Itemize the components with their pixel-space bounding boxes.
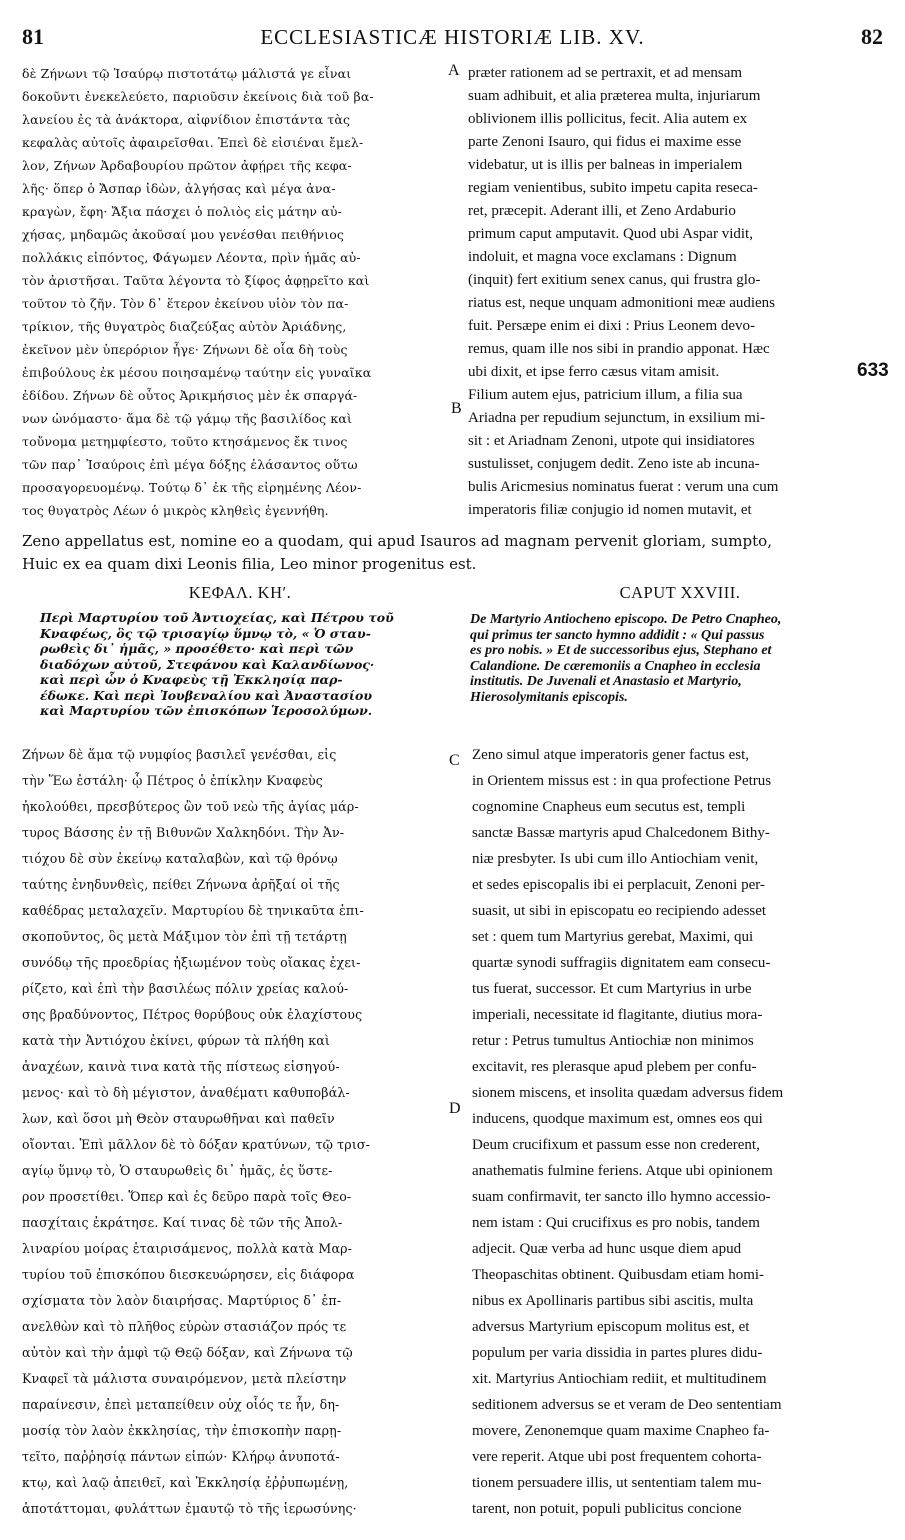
greek-text-line: λιναρίου μοίρας ἑταιρισάμενος, πολλὰ κατὰ Μαρ- xyxy=(22,1241,353,1256)
greek-text-line: σκοποῦντος, ὃς μετὰ Μάξιμον τὸν ἐπὶ τῇ τετάρτῃ xyxy=(22,929,347,944)
latin-text-line: set : quem tum Martyrius gerebat, Maximi, qui xyxy=(472,929,754,945)
latin-text-line: inducens, quodque maximum est, omnes eos qui xyxy=(472,1111,763,1127)
greek-text-line: ἀποτάττομαι, φυλάττων ἐμαυτῷ τὸ τῆς ἱερωσύνης· xyxy=(22,1501,357,1516)
latin-summary-line: Hierosolymitanis episcopis. xyxy=(470,689,628,705)
latin-text-line: indoluit, et magna voce exclamans : Dignum xyxy=(468,249,737,265)
greek-text-line: λανείου ἐς τὰ ἀνάκτορα, αἰφνίδιον ἐπιστάντα τὰς xyxy=(22,112,351,127)
greek-text-line: νων ὠνόμαστο· ἅμα δὲ τῷ γάμῳ τῆς βασιλίδος καὶ xyxy=(22,411,353,426)
greek-text-top xyxy=(22,62,448,522)
latin-text-line: suam confirmavit, ter sancto illo hymno accessio- xyxy=(472,1189,771,1205)
greek-text-line: σης βραδύνοντος, Πέτρος θορύβους οὐκ ἐλαχίστους xyxy=(22,1007,363,1022)
latin-text-body xyxy=(472,742,887,1522)
latin-text-line: sanctæ Bassæ martyris apud Chalcedonem Bithy- xyxy=(472,825,770,841)
latin-text-line: videbatur, ut is illis per balneas in imperialem xyxy=(468,157,743,173)
greek-text-line: ἐκεῖνον μὲν ὑπερόριον ἦγε· Ζήνωνι δὲ οἷα δὴ τοὺς xyxy=(22,342,348,357)
greek-text-line: πασχίταις ἐκράτησε. Καί τινας δὲ τῶν τῆς Ἀπολ- xyxy=(22,1215,343,1230)
latin-text-line: imperiali, necessitate id flagitante, diutius mora- xyxy=(472,1007,763,1023)
latin-text-line: tarent, non potuit, populi publicitus concione xyxy=(472,1501,742,1517)
latin-text-line: bulis Aricmesius nominatus fuerat : verum una cum xyxy=(468,479,779,495)
greek-text-line: δὲ Ζήνωνι τῷ Ἰσαύρῳ πιστοτάτῳ μάλιστά γε εἶναι xyxy=(22,66,352,81)
latin-text-line: primum caput amputavit. Quod ubi Aspar vidit, xyxy=(468,226,753,242)
marginal-page-number: 633 xyxy=(857,360,889,381)
greek-text-line: κατὰ τὴν Ἀντιόχου ἐκίνει, φύρων τὰ πλήθη καὶ xyxy=(22,1033,330,1048)
greek-text-line: λῆς· ὅπερ ὁ Ἄσπαρ ἰδὼν, ἀλγήσας καὶ μέγα ἀνα- xyxy=(22,181,336,196)
latin-text-line: parte Zenoni Isauro, qui fidus ei maxime esse xyxy=(468,134,742,150)
page-header xyxy=(22,24,883,56)
latin-text-top xyxy=(468,62,888,522)
greek-text-line: πολλάκις εἰπόντος, Φάγωμεν Λέοντα, πρὶν ἡμᾶς αὐ- xyxy=(22,250,361,265)
greek-text-line: τυρίου τοῦ ἐπισκόπου διεσκευώρησεν, εἰς διάφορα xyxy=(22,1267,355,1282)
latin-text-line: (inquit) fert exitium senex canus, qui frustra glo- xyxy=(468,272,761,288)
greek-text-line: τὴν Ἕω ἐστάλη· ᾧ Πέτρος ὁ ἐπίκλην Κναφεὺς xyxy=(22,773,324,788)
latin-text-line: in Orientem missus est : in qua profectione Petrus xyxy=(472,773,772,789)
latin-text-line: regiam venientibus, subito impetu capita reseca- xyxy=(468,180,758,196)
greek-text-line: λων, καὶ ὅσοι μὴ Θεὸν σταυρωθῆναι καὶ παθεῖν xyxy=(22,1111,335,1126)
latin-text-line: vere reperit. Atque ubi post frequentem cohorta- xyxy=(472,1449,762,1465)
greek-text-line: μενος· καὶ τὸ δὴ μέγιστον, ἀναθέματι καθυποβάλ- xyxy=(22,1085,350,1100)
full-width-text xyxy=(22,530,888,576)
latin-text-line: movere, Zenonemque quam maxime Cnapheo fa- xyxy=(472,1423,770,1439)
greek-text-line: τιόχου δὲ σὺν ἐκείνῳ καταλαβὼν, καὶ τῷ θρόνῳ xyxy=(22,851,338,866)
latin-summary-line: es pro nobis. » Et de successoribus ejus, Stephano et xyxy=(470,643,772,658)
latin-text-line: anathematis fulmine feriens. Atque ubi opinionem xyxy=(472,1163,773,1179)
greek-summary-line: Περὶ Μαρτυρίου τοῦ Ἀντιοχείας, καὶ Πέτρου τοῦ xyxy=(40,610,394,625)
greek-text-line: τοῦτον τὸ ζῆν. Τὸν δ᾽ ἕτερον ἐκείνου υἱὸν τὸν πα- xyxy=(22,296,349,311)
greek-text-line: τῶν παρ᾽ Ἰσαύροις ἐπὶ μέγα δόξης ἐλάσαντος οὕτω xyxy=(22,457,358,472)
margin-marker-a: A xyxy=(448,62,460,79)
greek-text-line: χήσας, μηδαμῶς ἀκοῦσαί μου γενέσθαι πειθήνιος xyxy=(22,227,345,242)
latin-text-line: suam adhibuit, et alia præterea multa, injuriarum xyxy=(468,88,761,104)
greek-text-line: λον, Ζήνων Ἀρδαβουρίου πρῶτον ἀφῄρει τῆς κεφα- xyxy=(22,158,352,173)
latin-text-line: tus fuerat, successor. Et cum Martyrius in urbe xyxy=(472,981,752,997)
latin-text-line: riatus est, neque unquam admonitioni meæ audiens xyxy=(468,295,776,311)
latin-text-line: seditionem adversus se et veram de Deo sententiam xyxy=(472,1397,782,1413)
latin-text-line: et sedes episcopalis ibi ei perplacuit, Zenoni per- xyxy=(472,877,765,893)
latin-text-line: sustulisset, conjugem dedit. Zeno iste ab incuna- xyxy=(468,456,760,472)
greek-text-line: κτῳ, καὶ λαῷ ἀπειθεῖ, καὶ Ἐκκλησίᾳ ἐῤῥυπωμένῃ, xyxy=(22,1475,349,1490)
latin-text-line: fuit. Persæpe enim ei dixi : Prius Leonem devo- xyxy=(468,318,756,334)
latin-text-line: Filium autem ejus, patricium illum, a filia sua xyxy=(468,387,743,403)
greek-text-line: τεῖτο, παῤῥησίᾳ πάντων εἰπών· Κλήρῳ ἀνυποτά- xyxy=(22,1449,340,1464)
greek-summary-line: έδωκε. Καὶ περὶ Ἰουβεναλίου καὶ Ἀναστασίου xyxy=(40,687,372,703)
greek-chapter-summary xyxy=(40,610,450,719)
greek-text-line: ανελθὼν καὶ τὸ πλῆθος εὑρὼν στασιάζον πρός τε xyxy=(22,1319,347,1334)
latin-text-line: oblivionem illis pollicitus, fecit. Alia autem ex xyxy=(468,111,748,127)
latin-text-line: quartæ synodi suffragiis dignitatem eam consecu- xyxy=(472,955,771,971)
latin-text-line: ret, præcepit. Aderant illi, et Zeno Ardaburio xyxy=(468,203,736,219)
latin-text-line: suasit, ut sibi in episcopatu eo recipiendo adesset xyxy=(472,903,767,919)
greek-text-line: οἴονται. Ἐπὶ μᾶλλον δὲ τὸ δόξαν κρατύνων, τῷ τρισ- xyxy=(22,1137,371,1152)
greek-summary-line: Κναφέως, ὃς τῷ τρισαγίῳ ὕμνῳ τὸ, « Ὁ σταυ- xyxy=(40,625,371,641)
greek-text-line: καθέδρας μεταλαχεῖν. Μαρτυρίου δὲ τηνικαῦτα ἐπι- xyxy=(22,903,364,918)
greek-text-line: προσαγορευομένῳ. Τούτῳ δ᾽ ἐκ τῆς εἰρημένης Λέον- xyxy=(22,480,362,495)
latin-text-line: nem istam : Qui crucifixus es pro nobis, tandem xyxy=(472,1215,760,1231)
latin-text-line: Zeno simul atque imperatoris gener factus est, xyxy=(472,747,749,763)
greek-text-line: τρίκιον, τῆς θυγατρὸς διαζεύξας αὐτὸν Ἀριάδνης, xyxy=(22,319,347,334)
greek-text-body xyxy=(22,742,452,1522)
latin-text-line: niæ presbyter. Is ubi cum illo Antiochiam venit, xyxy=(472,851,759,867)
greek-summary-line: καὶ περὶ ὧν ὁ Κναφεὺς τῇ Ἐκκλησίᾳ παρ- xyxy=(40,672,343,687)
latin-text-line: retur : Petrus tumultus Antiochiæ non minimos xyxy=(472,1033,754,1049)
greek-text-line: ἐδίδου. Ζήνων δὲ οὗτος Ἀρικμήσιος μὲν ἐκ σπαργά- xyxy=(22,388,358,403)
greek-summary-line: ρωθεὶς δι᾽ ἡμᾶς, » προσέθετο· καὶ περὶ τῶν xyxy=(40,641,354,656)
latin-text-line: populum per varia dissidia in partes plures didu- xyxy=(472,1345,763,1361)
greek-text-line: ἀναχέων, καινὰ τινα κατὰ τῆς πίστεως εἰσηγού- xyxy=(22,1059,340,1074)
greek-text-line: ἠκολούθει, πρεσβύτερος ὢν τοῦ νεὼ τῆς ἁγίας μάρ- xyxy=(22,799,359,814)
greek-text-line: ταύτης ἐνηδυνθεὶς, πείθει Ζήνωνα ἀρῆξαί οἱ τῆς xyxy=(22,877,340,892)
latin-text-line: excitavit, res plerasque apud plebem per confu- xyxy=(472,1059,757,1075)
latin-text-line: cognomine Cnapheus eum secutus est, templi xyxy=(472,799,746,815)
greek-text-line: τὸν ἀριστῆσαι. Ταῦτα λέγοντα τὸ ξίφος ἀφῃρεῖτο καὶ xyxy=(22,273,370,288)
full-width-line: Huic ex ea quam dixi Leonis filia, Leo minor progenitus est. xyxy=(22,555,477,573)
greek-summary-line: διαδόχων αὐτοῦ, Στεφάνου καὶ Καλανδίωνος· xyxy=(40,656,375,672)
latin-text-line: adjecit. Quæ verba ad hunc usque diem apud xyxy=(472,1241,742,1257)
latin-text-line: imperatoris filiæ conjugio id nomen mutavit, et xyxy=(468,502,752,518)
greek-text-line: μοσίᾳ τὸν λαὸν ἐκκλησίας, τὴν ἐπισκοπὴν παρῃ- xyxy=(22,1423,342,1438)
left-page-number: 81 xyxy=(22,24,44,49)
greek-text-line: σχίσματα τὸν λαὸν διαιρήσας. Μαρτύριος δ᾽ ἐπ- xyxy=(22,1293,342,1308)
greek-text-line: κεφαλὰς αὐτοῖς ἀφαιρεῖσθαι. Ἐπεὶ δὲ εἰσιέναι ἔμελ- xyxy=(22,135,364,150)
latin-summary-line: Calandione. De cæremoniis a Cnapheo in ecclesia xyxy=(470,658,761,674)
greek-text-line: Κναφεῖ τὰ μάλιστα συναιρόμενον, μετὰ πλείστην xyxy=(22,1371,347,1386)
latin-text-line: sit : et Ariadnam Zenoni, utpote qui insidiatores xyxy=(468,433,755,449)
greek-text-line: τος θυγατρὸς Λέων ὁ μικρὸς κληθεὶς ἐγεννήθη. xyxy=(22,503,329,518)
latin-text-line: remus, quam ille nos sibi in prandio apponat. Hæc xyxy=(468,341,770,357)
greek-text-line: δοκοῦντι ἐνεκελεύετο, παριοῦσιν ἐκείνοις διὰ τοῦ βα- xyxy=(22,89,374,104)
greek-text-line: ἐπιβούλους ἐκ μέσου ποιησαμένῳ ταύτην εἰς γυναῖκα xyxy=(22,365,372,380)
latin-text-line: xit. Martyrius Antiochiam rediit, et multitudinem xyxy=(472,1371,767,1387)
greek-text-line: αγίῳ ὕμνῳ τὸ, Ὁ σταυρωθεὶς δι᾽ ἡμᾶς, ἐς ὕστε- xyxy=(22,1163,333,1178)
latin-text-line: tionem persuadere illis, ut sententiam talem mu- xyxy=(472,1475,762,1491)
margin-marker-b: B xyxy=(451,400,462,417)
greek-text-line: τοὔνομα μετημφίεστο, τοῦτο κτησάμενος ἔκ τινος xyxy=(22,434,348,449)
greek-text-line: παραίνεσιν, ἐπεὶ μεταπείθειν οὐχ οἷός τε ἦν, δη- xyxy=(22,1397,340,1412)
latin-text-line: præter rationem ad se pertraxit, et ad mensam xyxy=(468,65,743,81)
full-width-line: Zeno appellatus est, nomine eo a quodam, qui apud Isauros ad magnam pervenit gloriam, sumpto, xyxy=(22,532,772,550)
latin-text-line: Theopaschitas obtinent. Quibusdam etiam homi- xyxy=(472,1267,765,1283)
margin-marker-d: D xyxy=(449,1100,461,1117)
greek-text-line: συνόδῳ τῆς προεδρίας ἠξιωμένον τοὺς οἴακας ἐχει- xyxy=(22,955,361,970)
latin-summary-line: qui primus ter sancto hymno addidit : « Qui passus xyxy=(470,627,765,643)
latin-summary-line: institutis. De Juvenali et Anastasio et Martyrio, xyxy=(470,674,742,689)
greek-summary-line: καὶ Μαρτυρίου τῶν ἐπισκόπων Ἱεροσολύμων. xyxy=(40,703,373,718)
latin-text-line: nibus ex Apollinaris partibus sibi ascitis, multa xyxy=(472,1293,754,1309)
latin-chapter-summary xyxy=(470,612,890,705)
greek-text-line: τυρος Βάσσης ἐν τῇ Βιθυνῶν Χαλκηδόνι. Τὴν Ἀν- xyxy=(22,825,345,840)
margin-marker-c: C xyxy=(449,752,460,769)
greek-text-line: κραγὼν, ἔφη· Ἄξια πάσχει ὁ πολιὸς εἰς μάτην αὐ- xyxy=(22,204,342,219)
latin-summary-line: De Martyrio Antiocheno episcopo. De Petro Cnapheo, xyxy=(470,612,782,627)
right-page-number: 82 xyxy=(861,24,883,49)
latin-chapter-heading: CAPUT XXVIII. xyxy=(619,583,741,602)
greek-text-line: αὐτὸν καὶ τὴν ἀμφὶ τῷ Θεῷ δόξαν, καὶ Ζήνωνα τῷ xyxy=(22,1345,353,1360)
latin-text-line: adversus Martyrium episcopum molitus est, et xyxy=(472,1319,750,1335)
greek-chapter-heading: ΚΕΦΑΛ. ΚΗʹ. xyxy=(188,583,292,602)
latin-text-line: Deum crucifixum et passum esse non crederent, xyxy=(472,1137,760,1153)
latin-text-line: sionem miscens, et insolita quædam adversus fidem xyxy=(472,1085,784,1101)
greek-text-line: Ζήνων δὲ ἅμα τῷ νυμφίος βασιλεῖ γενέσθαι, εἰς xyxy=(22,747,337,762)
running-title: ECCLESIASTICÆ HISTORIÆ LIB. XV. xyxy=(260,25,645,49)
latin-text-line: Ariadna per repudium sejunctum, in exsilium mi- xyxy=(468,410,766,426)
greek-text-line: ρον προσετίθει. Ὅπερ καὶ ἐς δεῦρο παρὰ τοῖς Θεο- xyxy=(22,1189,352,1204)
greek-text-line: ρίζετο, καὶ ἐπὶ τὴν βασιλέως πόλιν χρείας καλού- xyxy=(22,981,349,996)
latin-text-line: ubi dixit, et ipse ferro cæsus vitam amisit. xyxy=(468,364,720,380)
